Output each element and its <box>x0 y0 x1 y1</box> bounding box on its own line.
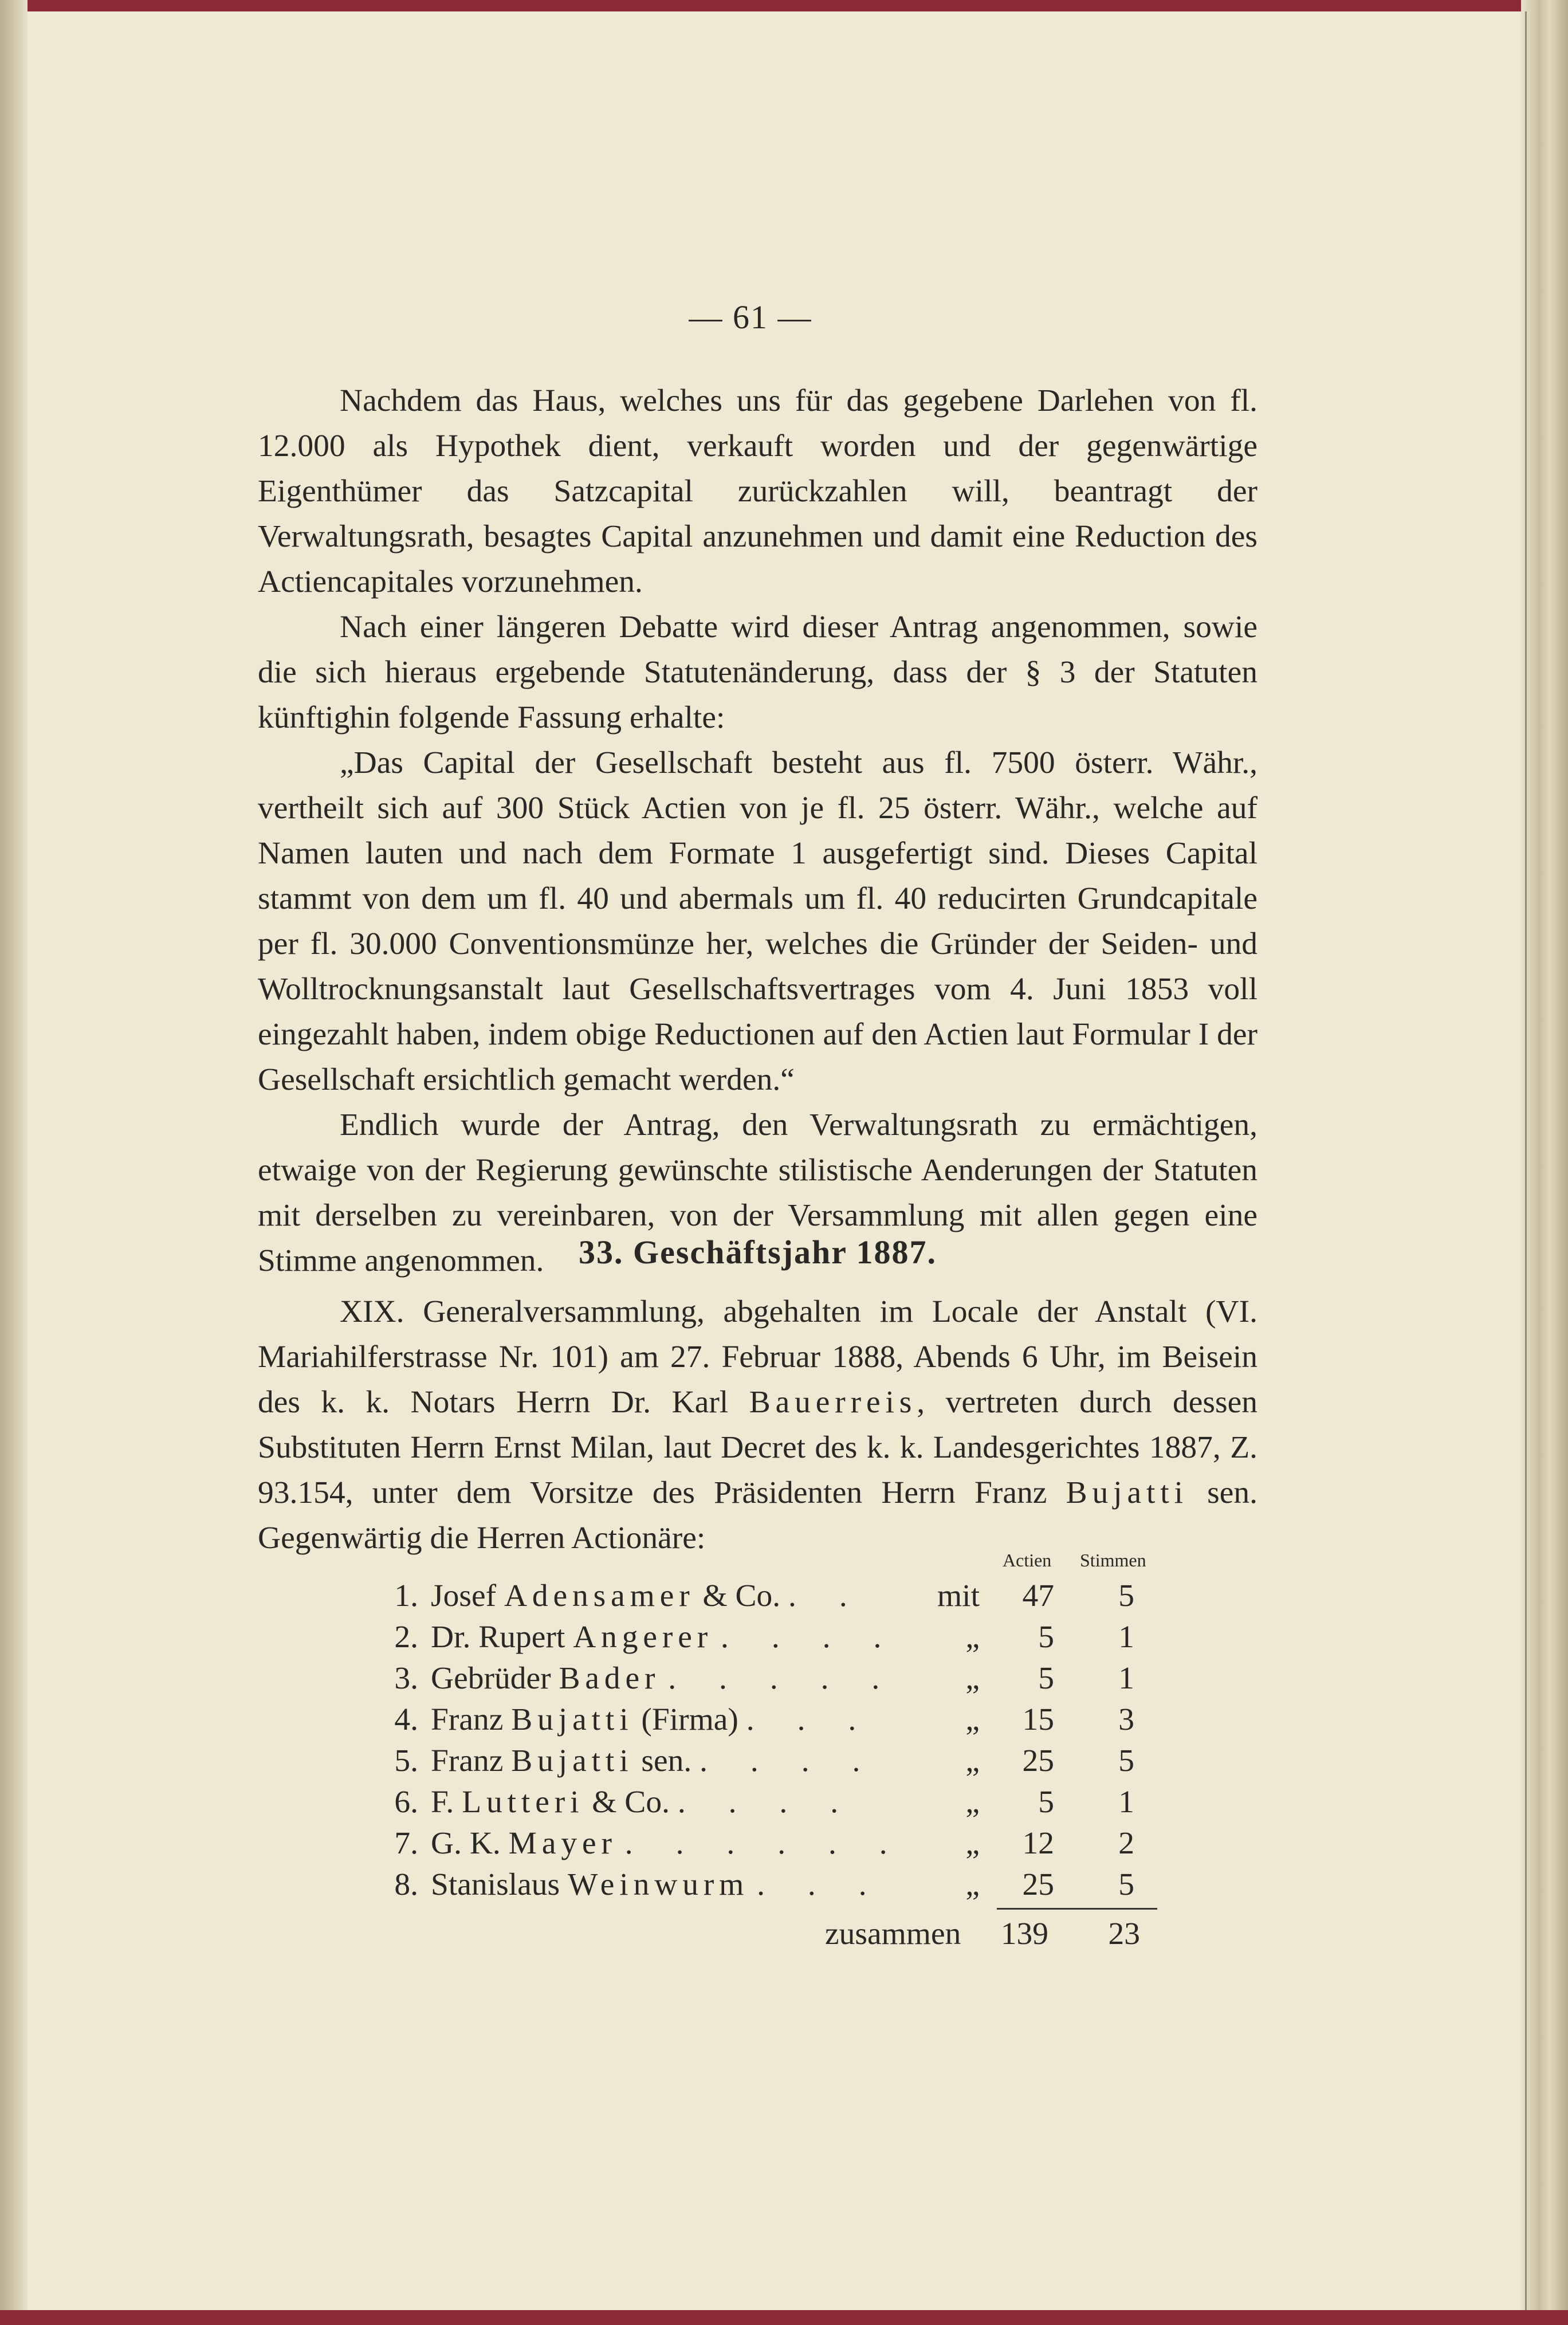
column-header-shares: Actien <box>1003 1550 1052 1570</box>
row-number: 1. <box>394 1578 418 1613</box>
votes-value: 1 <box>1118 1620 1134 1655</box>
ditto-mark: „ <box>965 1702 980 1737</box>
name-part: (Firma) <box>633 1702 738 1737</box>
leader-dots: . . . . <box>721 1620 899 1655</box>
name-part: G. K. <box>431 1826 509 1861</box>
leader-dots: . . . . <box>677 1785 856 1820</box>
name-part: Franz <box>431 1702 512 1737</box>
name-part: Gebrüder <box>431 1661 559 1696</box>
shareholder-name <box>431 1782 856 1823</box>
total-votes: 23 <box>1108 1916 1140 1951</box>
votes-value: 5 <box>1118 1743 1134 1778</box>
meeting-text: sen. Gegenwärtig die Herren Actionäre: <box>258 1475 1257 1556</box>
leader-dots: . . <box>788 1578 865 1613</box>
shareholder-name <box>431 1658 897 1699</box>
column-header-votes: Stimmen <box>1080 1550 1146 1570</box>
name-part: Stanislaus <box>431 1867 568 1902</box>
name-part: sen. <box>633 1743 692 1778</box>
surname: Angerer <box>573 1620 713 1655</box>
paragraph: Nach einer längeren Debatte wird dieser Antrag angenommen, sowie die sich hieraus ergebende Statutenänderung, dass der § 3 der Statuten künftighin folgende Fassung erhalte: <box>258 610 1257 735</box>
paragraph: „Das Capital der Gesellschaft besteht aus fl. 7500 österr. Währ., vertheilt sich auf 300 Stück Actien von je fl. 25 österr. Währ., welche auf Namen lauten und nach dem Formate 1 ausgefertigt sind. Dieses Capital stammt von dem um fl. 40 und abermals um fl. 40 reducirten Grundcapitale per fl. 30.000 Conventionsmünze her, welches die Gründer der Seiden- und Wolltrocknungsanstalt laut Gesellschaftsvertrages vom 4. Juni 1853 voll eingezahlt haben, indem obige Reductionen auf den Actien laut Formular I der Gesellschaft ersichtlich gemacht werden.“ <box>258 745 1257 1097</box>
shareholder-name <box>431 1576 864 1617</box>
meeting-text: , vertreten durch dessen Substituten Herrn Ernst Milan, laut Decret des k. k. Landesgerichtes 1887, Z. 93.154, unter dem Vorsitze des Präsidenten Herrn Franz <box>258 1385 1257 1510</box>
name-part: Josef <box>431 1578 504 1613</box>
name-part: & Co. <box>694 1578 781 1613</box>
total-label: zusammen <box>825 1916 961 1951</box>
leader-dots: . . . . . . <box>624 1826 905 1861</box>
votes-value: 5 <box>1118 1867 1134 1902</box>
leader-dots: . . . . . <box>668 1661 897 1696</box>
row-number: 2. <box>394 1620 418 1655</box>
row-number: 8. <box>394 1867 418 1902</box>
leader-dots: . . . . <box>699 1743 878 1778</box>
leader-dots: . . . <box>757 1867 885 1902</box>
table-row <box>378 1864 1169 1906</box>
total-rule <box>997 1908 1157 1910</box>
shares-value: 5 <box>1038 1785 1054 1820</box>
votes-value: 1 <box>1118 1661 1134 1696</box>
shares-value: 47 <box>1022 1578 1054 1613</box>
shares-value: 15 <box>1022 1702 1054 1737</box>
surname: Adensamer <box>504 1578 695 1613</box>
row-number: 5. <box>394 1743 418 1778</box>
name-part: F. <box>431 1785 462 1820</box>
votes-value: 3 <box>1118 1702 1134 1737</box>
spine-line <box>1525 11 1527 2310</box>
ditto-mark: „ <box>965 1743 980 1778</box>
row-number: 7. <box>394 1826 418 1861</box>
table-row <box>378 1782 1169 1823</box>
book-spine-edge <box>1521 0 1568 2325</box>
surname: Bader <box>559 1661 661 1696</box>
table-row <box>378 1699 1169 1741</box>
ditto-mark: „ <box>965 1867 980 1902</box>
total-shares: 139 <box>1000 1916 1048 1951</box>
meeting-paragraph <box>258 1289 1257 1561</box>
shares-value: 25 <box>1022 1743 1054 1778</box>
table-row <box>378 1741 1169 1782</box>
leader-dots: . . . <box>746 1702 874 1737</box>
row-number: 6. <box>394 1785 418 1820</box>
row-number: 4. <box>394 1702 418 1737</box>
votes-value: 1 <box>1118 1785 1134 1820</box>
shareholder-name <box>431 1699 874 1741</box>
shares-value: 25 <box>1022 1867 1054 1902</box>
ditto-mark: „ <box>965 1661 980 1696</box>
notary-name: Bauerreis <box>749 1385 917 1420</box>
body-text <box>258 378 1257 1283</box>
shares-value: 5 <box>1038 1661 1054 1696</box>
name-part: & Co. <box>584 1785 670 1820</box>
name-part: Dr. Rupert <box>431 1620 573 1655</box>
section-heading: 33. Geschäftsjahr 1887. <box>579 1234 937 1271</box>
page-left-margin <box>0 0 27 2325</box>
ditto-mark: „ <box>965 1826 980 1861</box>
table-row <box>378 1576 1169 1617</box>
row-number: 3. <box>394 1661 418 1696</box>
ditto-mark: „ <box>965 1620 980 1655</box>
ditto-mark: mit <box>937 1578 980 1613</box>
shareholder-name <box>431 1617 899 1658</box>
total-row <box>796 1914 1163 1955</box>
ditto-mark: „ <box>965 1785 980 1820</box>
shareholder-name <box>431 1823 905 1864</box>
name-part: Franz <box>431 1743 512 1778</box>
surname: Mayer <box>508 1826 617 1861</box>
page-number: — 61 — <box>689 299 812 336</box>
surname: Weinwurm <box>567 1867 749 1902</box>
surname: Lutteri <box>462 1785 584 1820</box>
shareholder-name <box>431 1741 878 1782</box>
page-bottom-edge <box>0 2310 1568 2325</box>
president-name: Bujatti <box>1066 1475 1188 1510</box>
paragraph: Nachdem das Haus, welches uns für das gegebene Darlehen von fl. 12.000 als Hypothek dient, verkauft worden und der gegenwärtige Eigenthümer das Satzcapital zurückzahlen will, beantragt der Verwaltungsrath, besagtes Capital anzunehmen und damit eine Reduction des Actiencapitales vorzunehmen. <box>258 383 1257 599</box>
page-top-edge <box>0 0 1568 11</box>
surname: Bujatti <box>511 1702 634 1737</box>
table-row <box>378 1823 1169 1864</box>
votes-value: 5 <box>1118 1578 1134 1613</box>
shares-value: 12 <box>1022 1826 1054 1861</box>
paragraph: Endlich wurde der Antrag, den Verwaltungsrath zu ermächtigen, etwaige von der Regierung gewünschte stilistische Aenderungen der Statuten mit derselben zu vereinbaren, von der Versammlung mit allen gegen eine Stimme angenommen. <box>258 1107 1257 1278</box>
surname: Bujatti <box>511 1743 634 1778</box>
table-row <box>378 1658 1169 1699</box>
table-row <box>378 1617 1169 1658</box>
shareholder-name <box>431 1864 884 1906</box>
meeting-text: XIX. Generalversammlung, abgehalten im Locale der Anstalt (VI. Mariahilferstrasse Nr. 101) am 27. Februar 1888, Abends 6 Uhr, im Beisein des k. k. Notars Herrn Dr. Karl <box>258 1294 1257 1420</box>
shares-value: 5 <box>1038 1620 1054 1655</box>
votes-value: 2 <box>1118 1826 1134 1861</box>
